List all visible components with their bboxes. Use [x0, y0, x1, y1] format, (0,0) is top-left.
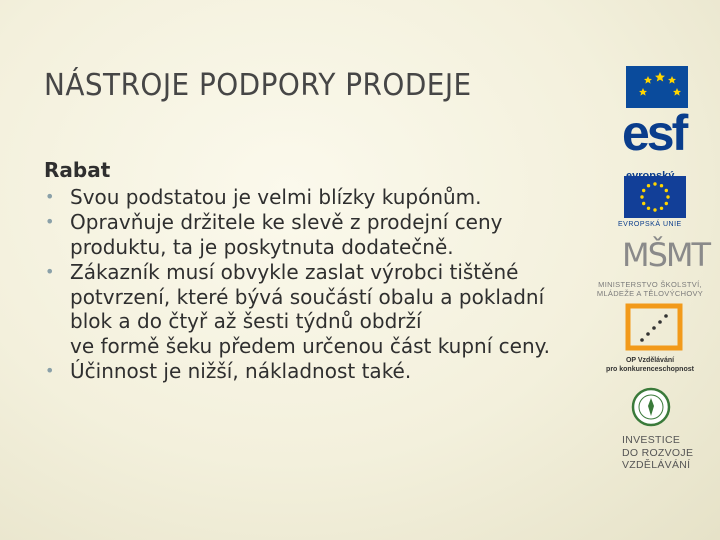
eu-flag-icon [624, 176, 686, 218]
logo-column [590, 60, 710, 480]
eu-star [642, 189, 645, 192]
op-caption [600, 356, 700, 374]
op-caption-line: pro konkurenceschopnost [606, 366, 694, 373]
op-mark-icon [626, 304, 686, 352]
list-item-text: Zákazník musí obvykle zaslat výrobci tištěné [70, 260, 519, 284]
eu-star [653, 182, 656, 185]
msmt-caption-line: MINISTERSTVO ŠKOLSTVÍ, [598, 280, 702, 289]
content-heading: Rabat [44, 158, 111, 182]
eu-star [647, 207, 650, 210]
eu-star [660, 184, 663, 187]
bullet-icon: • [45, 361, 55, 380]
slide-title: NÁSTROJE PODPORY PRODEJE [44, 68, 472, 103]
bullet-icon: • [45, 262, 55, 281]
investice-caption-line: VZDĚLÁVÁNÍ [622, 459, 691, 471]
esf-letters: esf [622, 105, 686, 161]
msmt-mark: MŠMT [622, 236, 710, 274]
list-item [44, 359, 604, 384]
investice-seal-icon [630, 386, 672, 428]
investice-caption [622, 434, 693, 472]
msmt-mark-icon [620, 232, 710, 276]
msmt-caption-line: MLÁDEŽE A TĚLOVÝCHOVY [596, 289, 704, 298]
list-item-text: Účinnost je nižší, nákladnost také. [70, 359, 412, 383]
op-caption-line: OP Vzdělávání [625, 357, 675, 364]
list-item-text: Opravňuje držitele ke slevě z prodejní ceny [70, 210, 503, 234]
list-item-text: ve formě šeku předem určenou část kupní ceny. [70, 333, 550, 358]
slide-content [44, 158, 604, 385]
eu-star [665, 189, 668, 192]
eu-caption: EVROPSKÁ UNIE [618, 221, 682, 228]
eu-star [660, 207, 663, 210]
list-item-text: produktu, ta je poskytnuta dodatečně. [70, 234, 454, 259]
eu-star [640, 195, 643, 198]
list-item-text: blok a do čtyř až šesti týdnů obdrží [70, 309, 422, 333]
eu-star [665, 202, 668, 205]
eu-star [666, 195, 669, 198]
list-item [44, 260, 604, 358]
eu-star [642, 202, 645, 205]
bullet-icon: • [45, 212, 55, 231]
bullet-list [44, 185, 604, 384]
msmt-caption [594, 280, 706, 298]
list-item-text: potvrzení, které bývá součástí obalu a pokladní [70, 284, 545, 309]
list-item [44, 210, 604, 259]
list-item-text: Svou podstatou je velmi blízky kupónům. [70, 184, 482, 209]
investice-caption-line: INVESTICE [622, 434, 681, 446]
list-item [44, 185, 604, 210]
eu-star [653, 208, 656, 211]
esf-logo-mark [620, 64, 704, 164]
bullet-icon: • [45, 186, 55, 206]
investice-caption-line: DO ROZVOJE [622, 446, 694, 459]
eu-star [647, 184, 650, 187]
